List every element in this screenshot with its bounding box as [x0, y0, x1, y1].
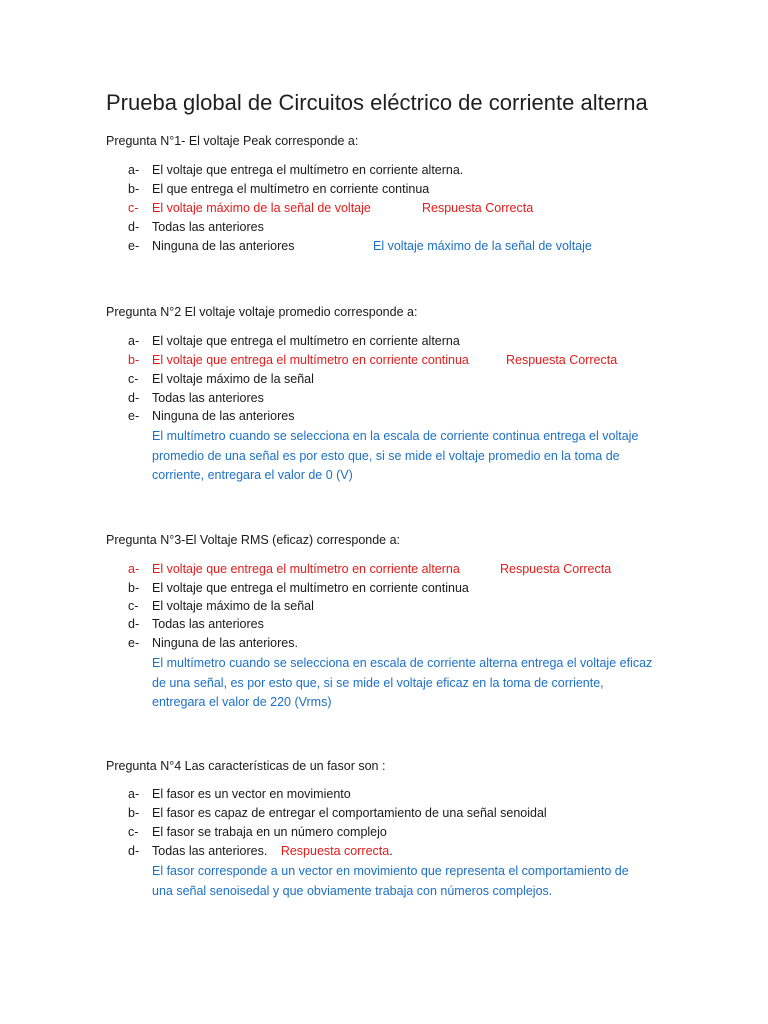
q4-explanation [152, 862, 629, 901]
q4-option-a [128, 787, 351, 801]
option-letter: c- [128, 599, 139, 613]
option-text: El voltaje máximo de la señal [152, 599, 314, 613]
explanation-line: corriente, entregara el valor de 0 (V) [152, 468, 353, 482]
q1-option-b [128, 182, 429, 196]
option-text: Todas las anteriores [152, 391, 264, 405]
q2-option-e [128, 409, 294, 423]
option-text: El voltaje que entrega el multímetro en corriente continua [152, 581, 469, 595]
option-text: El que entrega el multímetro en corriente continua [152, 182, 430, 196]
option-letter: e- [128, 409, 140, 423]
q4-correct-suffix: . [389, 844, 393, 858]
option-text: El fasor es capaz de entregar el comportamiento de una señal senoidal [152, 806, 547, 820]
q4-option-d [128, 844, 393, 858]
option-text: El voltaje que entrega el multímetro en corriente alterna [152, 334, 460, 348]
explanation-line: de una señal, es por esto que, si se mide el voltaje eficaz en la toma de corriente, [152, 675, 604, 690]
option-text: El voltaje máximo de la señal de voltaje [152, 201, 371, 215]
q1-option-a [128, 163, 463, 177]
question-4: Pregunta N°4 Las características de un fasor son : [106, 759, 386, 773]
option-letter: a- [128, 562, 140, 576]
option-text: El voltaje que entrega el multímetro en corriente alterna. [152, 163, 464, 177]
question-3: Pregunta N°3-El Voltaje RMS (eficaz) corresponde a: [106, 533, 401, 547]
option-text: El fasor se trabaja en un número complejo [152, 825, 387, 839]
q3-option-a [128, 562, 460, 576]
option-letter: d- [128, 844, 140, 858]
option-text: El voltaje que entrega el multímetro en corriente continua [152, 353, 469, 367]
explanation-line: El multímetro cuando se selecciona en la escala de corriente continua entrega el voltaje [152, 429, 639, 443]
q1-option-d [128, 220, 264, 234]
option-text: Ninguna de las anteriores [152, 239, 295, 253]
option-text: El fasor es un vector en movimiento [152, 787, 351, 801]
q3-option-b [128, 581, 469, 595]
explanation-line: entregara el valor de 220 (Vrms) [152, 695, 332, 709]
q1-option-c [128, 201, 371, 215]
option-letter: b- [128, 353, 140, 367]
q1-option-e [128, 239, 294, 253]
option-letter: c- [128, 201, 139, 215]
option-text: Ninguna de las anteriores. [152, 636, 298, 650]
q3-correct-label: Respuesta Correcta [500, 562, 612, 576]
option-text: Ninguna de las anteriores [152, 409, 295, 423]
option-letter: e- [128, 636, 140, 650]
explanation-line: El fasor corresponde a un vector en movimiento que representa el comportamiento de [152, 864, 629, 878]
q2-option-b [128, 353, 469, 367]
option-letter: a- [128, 334, 140, 348]
option-letter: c- [128, 372, 139, 386]
question-2: Pregunta N°2 El voltaje voltaje promedio corresponde a: [106, 305, 418, 319]
q2-option-a [128, 334, 460, 348]
q1-correct-label: Respuesta Correcta [422, 201, 534, 215]
q4-option-b [128, 806, 547, 820]
q2-option-d [128, 391, 264, 405]
option-letter: e- [128, 239, 140, 253]
option-letter: a- [128, 163, 140, 177]
option-text: Todas las anteriores [152, 617, 264, 631]
q3-option-e [128, 636, 298, 650]
q3-option-c [128, 599, 314, 613]
q2-explanation [152, 427, 638, 486]
option-text: El voltaje máximo de la señal [152, 372, 314, 386]
option-letter: b- [128, 581, 140, 595]
option-letter: d- [128, 220, 140, 234]
q4-correct-label: Respuesta correcta [280, 844, 390, 858]
q2-correct-label: Respuesta Correcta [506, 353, 618, 367]
q3-option-d [128, 617, 264, 631]
q4-option-c [128, 825, 387, 839]
explanation-line: promedio de una señal es por esto que, si se mide el voltaje promedio en la toma de [152, 448, 620, 463]
option-letter: b- [128, 182, 140, 196]
option-letter: b- [128, 806, 140, 820]
document-title: Prueba global de Circuitos eléctrico de corriente alterna [106, 90, 648, 115]
option-text: Todas las anteriores [152, 220, 264, 234]
explanation-line: una señal senoisedal y que obviamente trabaja con números complejos. [152, 883, 553, 898]
option-letter: d- [128, 617, 140, 631]
question-1: Pregunta N°1- El voltaje Peak corresponde a: [106, 134, 359, 148]
option-letter: d- [128, 391, 140, 405]
option-text: Todas las anteriores. [152, 844, 268, 858]
q2-option-c [128, 372, 314, 386]
q3-explanation [152, 654, 652, 713]
q1-answer-note: El voltaje máximo de la señal de voltaje [373, 239, 592, 253]
option-letter: a- [128, 787, 140, 801]
option-letter: c- [128, 825, 139, 839]
explanation-line: El multímetro cuando se selecciona en escala de corriente alterna entrega el voltaje eficaz [152, 656, 653, 670]
option-text: El voltaje que entrega el multímetro en corriente alterna [152, 562, 460, 576]
